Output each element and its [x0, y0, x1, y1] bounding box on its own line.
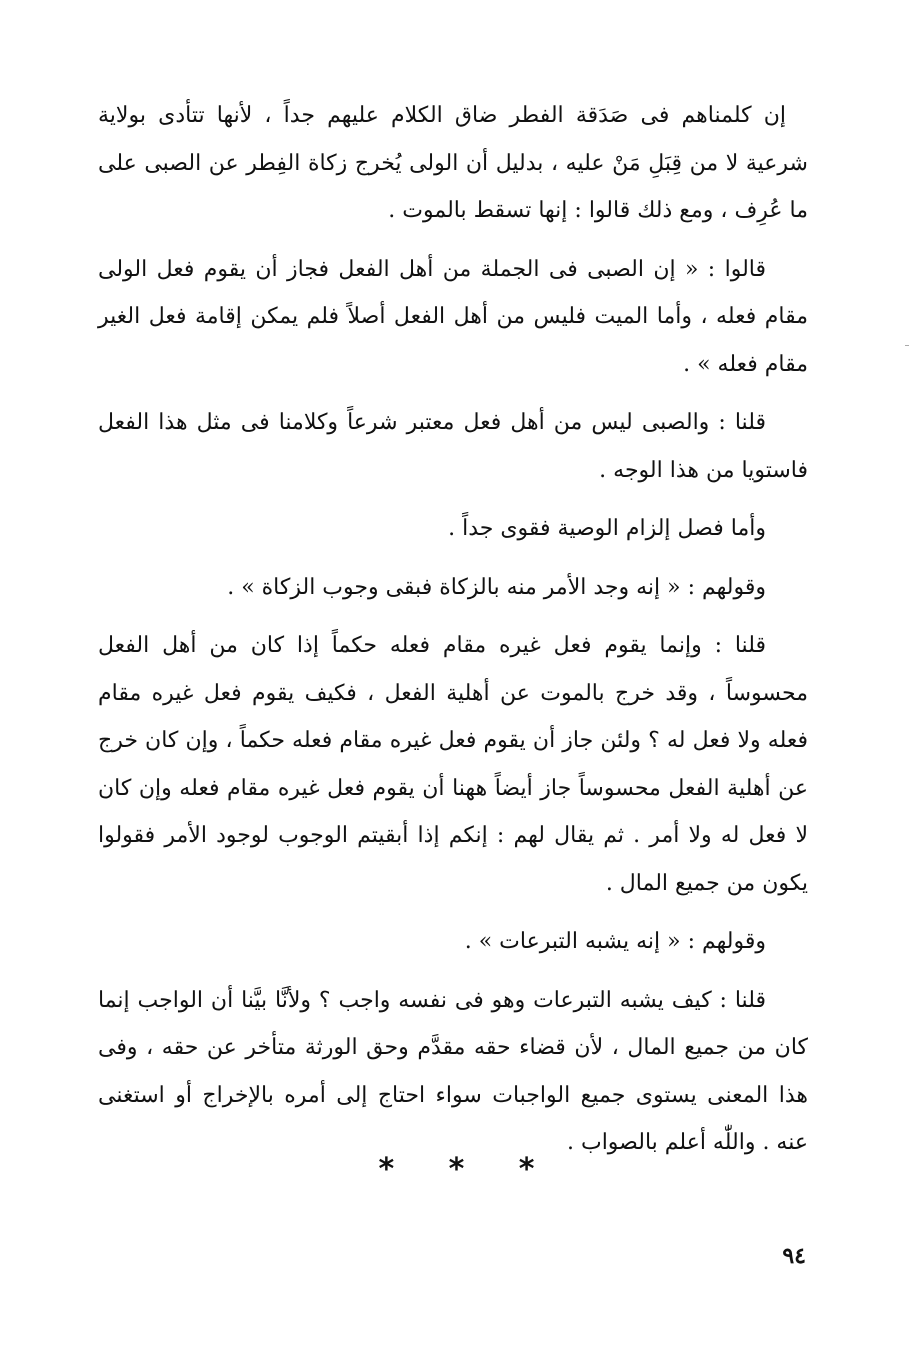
- paragraph-5: وقولهم : « إنه وجد الأمر منه بالزكاة فبقى وجوب الزكاة » .: [227, 574, 766, 600]
- paragraph-8: قلنا : كيف يشبه التبرعات وهو فى نفسه واجب ؟ ولأنَّا بيَّنا أن الواجب إنما كان من جميع المال ، لأن قضاء حقه مقدَّم وحق الورثة متأخر عن حقه ، وفى هذا المعنى يستوى جميع الواجبات سواء احتاج إلى أمره بالإخراج أو استغنى عنه . واللّٰه أعلم بالصواب .: [98, 987, 808, 1155]
- paragraph-2: قالوا : « إن الصبى فى الجملة من أهل الفعل فجاز أن يقوم فعل الولى مقام فعله ، وأما الميت فليس من أهل الفعل أصلاً فلم يمكن إقامة فعل الغير مقام فعله » .: [98, 256, 808, 377]
- scan-edge-mark: [905, 345, 909, 346]
- paragraph-4: وأما فصل إلزام الوصية فقوى جداً .: [448, 516, 766, 541]
- paragraph-6: قلنا : وإنما يقوم فعل غيره مقام فعله حكماً إذا كان من أهل الفعل محسوساً ، وقد خرج بالموت عن أهلية الفعل ، فكيف يقوم فعل غيره مقام فعله ولا فعل له ؟ ولئن جاز أن يقوم فعل غيره مقام فعله حكماً ، وإن كان خرج عن أهلية الفعل محسوساً جاز أيضاً ههنا أن يقوم فعل غيره مقام فعله وإن كان لا فعل له ولا أمر . ثم يقال لهم : إنكم إذا أبقيتم الوجوب لوجود الأمر فقولوا يكون من جميع المال .: [98, 633, 808, 896]
- paragraph-3: قلنا : والصبى ليس من أهل فعل معتبر شرعاً وكلامنا فى مثل هذا الفعل فاستويا من هذا الوجه .: [98, 410, 808, 483]
- page-number: ٩٤: [782, 1243, 806, 1269]
- body-text: [98, 92, 808, 1178]
- paragraph-1: إن كلمناهم فى صَدَقة الفطر ضاق الكلام عليهم جداً ، لأنها تتأدى بولاية شرعية لا من قِبَلِ مَنْ عليه ، بدليل أن الولى يُخرج زكاة الفِطر عن الصبى على ما عُرِف ، ومع ذلك قالوا : إنها تسقط بالموت .: [98, 103, 808, 223]
- paragraph-7: وقولهم : « إنه يشبه التبرعات » .: [464, 929, 766, 954]
- section-separator: * * *: [378, 1152, 535, 1187]
